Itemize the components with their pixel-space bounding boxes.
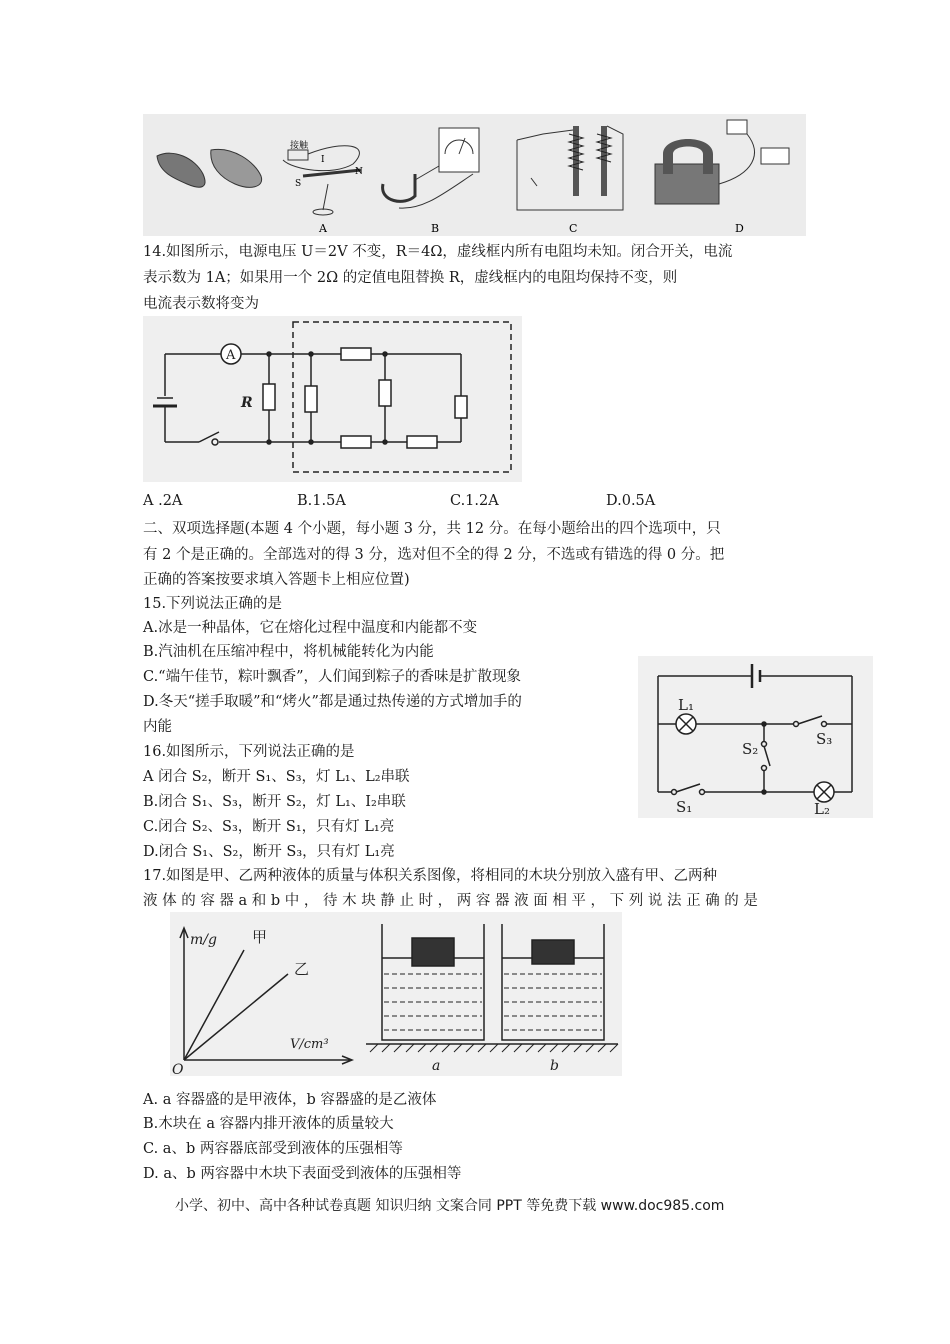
q14-option-b: B.1.5A: [297, 493, 346, 509]
n-label: N: [355, 167, 363, 177]
container-b-label: b: [550, 1058, 559, 1074]
graph-yi: 乙: [294, 960, 310, 978]
q17-option-d: D. a、b 两容器中木块下表面受到液体的压强相等: [143, 1166, 462, 1182]
section2-line2: 有 2 个是正确的。全部选对的得 3 分，选对但不全的得 2 分，不选或有错选的得 0 分。把: [143, 547, 725, 563]
q16-option-d: D.闭合 S₁、S₂，断开 S₃，只有灯 L₁亮: [143, 844, 395, 860]
q14-option-a: A .2A: [143, 493, 183, 509]
q16-stem: 16.如图所示，下列说法正确的是: [143, 744, 355, 760]
q17-option-b: B.木块在 a 容器内排开液体的质量较大: [143, 1116, 394, 1132]
hand-label: 接触: [290, 141, 309, 151]
q17-line1: 17.如图是甲、乙两种液体的质量与体积关系图像，将相同的木块分别放入盛有甲、乙两种: [143, 868, 718, 884]
q15-stem: 15.下列说法正确的是: [143, 596, 283, 612]
footer-text: 小学、初中、高中各种试卷真题 知识归纳 文案合同 PPT 等免费下载 www.doc985.com: [175, 1198, 725, 1214]
container-a-label: a: [432, 1058, 441, 1074]
label-s1: S₁: [676, 798, 693, 816]
q15-option-b: B.汽油机在压缩冲程中，将机械能转化为内能: [143, 644, 434, 660]
label-d: D: [735, 222, 744, 235]
q17-option-c: C. a、b 两容器底部受到液体的压强相等: [143, 1141, 403, 1157]
q16-option-a: A 闭合 S₂，断开 S₁、S₃，灯 L₁、L₂串联: [143, 769, 410, 785]
q14-option-c: C.1.2A: [450, 493, 499, 509]
q14-line1: 14.如图所示，电源电压 U＝2V 不变，R＝4Ω，虚线框内所有电阻均未知。闭合开关，电流: [143, 244, 733, 260]
section2-line1: 二、双项选择题(本题 4 个小题，每小题 3 分，共 12 分。在每小题给出的四个选项中，只: [143, 521, 721, 537]
q15-option-d-line1: D.冬天“搓手取暖”和“烤火”都是通过热传递的方式增加手的: [143, 694, 522, 710]
q14-line3: 电流表示数将变为: [143, 296, 259, 312]
label-a: A: [319, 222, 327, 235]
q16-option-b: B.闭合 S₁、S₃，断开 S₂，灯 L₁、I₂串联: [143, 794, 406, 810]
label-s3: S₃: [816, 730, 833, 748]
ammeter-label: A: [226, 348, 236, 363]
q15-option-c: C.“端午佳节，粽叶飘香”，人们闻到粽子的香味是扩散现象: [143, 669, 522, 685]
graph-ylabel: m/g: [190, 932, 217, 948]
s-label: S: [295, 179, 302, 189]
q14-circuit-figure: [143, 316, 522, 482]
q14-line2: 表示数为 1A；如果用一个 2Ω 的定值电阻替换 R，虚线框内的电阻均保持不变，则: [143, 270, 678, 286]
experiments-figure: [143, 114, 806, 236]
label-l2: L₂: [814, 800, 830, 818]
label-c: C: [569, 222, 578, 235]
q15-option-d-line2: 内能: [143, 719, 172, 735]
wood-block-b: [532, 940, 574, 964]
current-label: I: [321, 155, 325, 165]
q14-circuit-drawing: [143, 316, 522, 482]
wood-block-a: [412, 938, 454, 966]
section2-line3: 正确的答案按要求填入答题卡上相应位置): [143, 572, 410, 588]
label-l1: L₁: [678, 696, 694, 714]
q17-option-a: A. a 容器盛的是甲液体，b 容器盛的是乙液体: [143, 1092, 437, 1108]
graph-origin: O: [172, 1062, 184, 1076]
label-b: B: [431, 222, 440, 235]
q17-drawing: [170, 912, 622, 1076]
q16-circuit-drawing: [638, 656, 873, 818]
graph-xlabel: V/cm³: [290, 1037, 329, 1052]
label-s2: S₂: [742, 740, 759, 758]
q14-option-d: D.0.5A: [606, 493, 656, 509]
q17-figure: [170, 912, 622, 1076]
graph-jia: 甲: [252, 928, 268, 946]
q17-line2: 液 体 的 容 器 a 和 b 中 ， 待 木 块 静 止 时 ， 两 容 器 液 面 相 平 ， 下 列 说 法 正 确 的 是: [143, 893, 758, 909]
r-label: R: [241, 395, 253, 411]
q16-circuit-figure: [638, 656, 873, 818]
q16-option-c: C.闭合 S₂、S₃，断开 S₁，只有灯 L₁亮: [143, 819, 395, 835]
q15-option-a: A.冰是一种晶体，它在熔化过程中温度和内能都不变: [143, 620, 478, 636]
experiments-drawing: [143, 114, 806, 236]
